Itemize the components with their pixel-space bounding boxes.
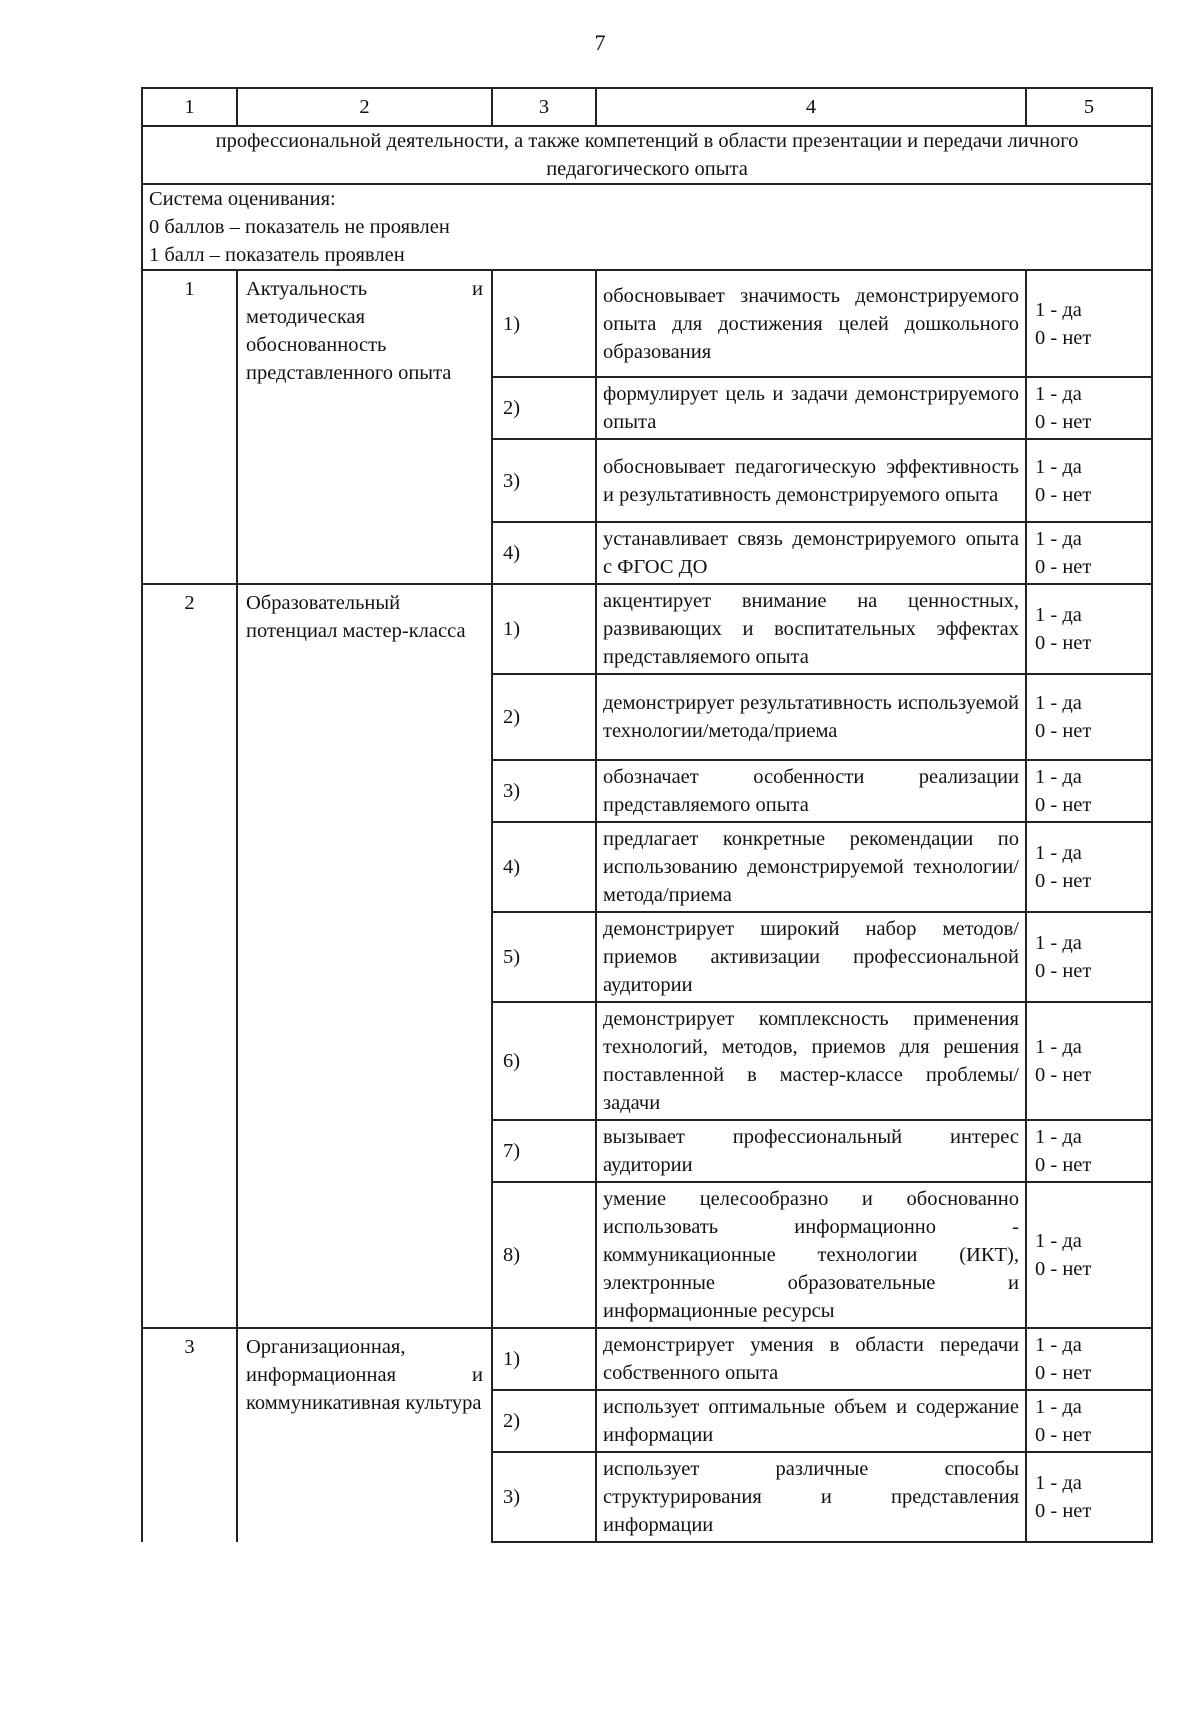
scoring-system xyxy=(142,184,1152,270)
score-yes: 1 - да xyxy=(1035,1472,1082,1494)
column-number: 1 xyxy=(142,88,237,126)
criteria-table xyxy=(141,87,1153,1543)
score-cell xyxy=(1026,1182,1152,1328)
indicator-number: 3) xyxy=(492,1452,596,1542)
score-cell xyxy=(1026,822,1152,912)
score-cell xyxy=(1026,1120,1152,1182)
criterion-number: 3 xyxy=(142,1328,237,1542)
table-row xyxy=(142,584,1152,674)
indicator-text: демонстрирует широкий набор методов/приемов активизации профессиональной аудитории xyxy=(596,912,1026,1002)
indicator-text: демонстрирует комплексность применения технологий, методов, приемов для решения поставленной в мастер-классе проблемы/задачи xyxy=(596,1002,1026,1120)
indicator-text: формулирует цель и задачи демонстрируемого опыта xyxy=(596,377,1026,439)
score-no: 0 - нет xyxy=(1035,632,1092,654)
column-number-row xyxy=(142,88,1152,126)
score-yes: 1 - да xyxy=(1035,455,1082,478)
score-cell xyxy=(1026,1328,1152,1390)
score-cell xyxy=(1026,674,1152,760)
column-number: 5 xyxy=(1026,88,1152,126)
score-cell xyxy=(1026,439,1152,522)
table-row xyxy=(142,270,1152,377)
indicator-text: вызывает профессиональный интерес аудитории xyxy=(596,1120,1026,1182)
score-cell xyxy=(1026,912,1152,1002)
scoring-system-one: 1 балл – показатель проявлен xyxy=(149,244,405,266)
indicator-text: умение целесообразно и обоснованно использовать информационно - коммуникационные технологии (ИКТ), электронные образовательные и информационные ресурсы xyxy=(596,1182,1026,1328)
score-no: 0 - нет xyxy=(1035,1064,1092,1086)
criterion-name: Образовательный потенциал мастер-класса xyxy=(237,584,492,1328)
criterion-number: 2 xyxy=(142,584,237,1328)
scoring-system-row xyxy=(142,184,1152,270)
score-yes: 1 - да xyxy=(1035,932,1082,954)
score-yes: 1 - да xyxy=(1035,1230,1082,1252)
column-number: 2 xyxy=(237,88,492,126)
indicator-text: обозначает особенности реализации представляемого опыта xyxy=(596,760,1026,822)
score-cell xyxy=(1026,1390,1152,1452)
score-no: 0 - нет xyxy=(1035,794,1092,816)
score-no: 0 - нет xyxy=(1035,1500,1092,1522)
score-cell xyxy=(1026,377,1152,439)
score-yes: 1 - да xyxy=(1035,604,1082,626)
indicator-text: использует оптимальные объем и содержание информации xyxy=(596,1390,1026,1452)
indicator-number: 7) xyxy=(492,1120,596,1182)
score-no: 0 - нет xyxy=(1035,720,1092,742)
score-no: 0 - нет xyxy=(1035,1154,1092,1176)
intro-row xyxy=(142,126,1152,184)
score-no: 0 - нет xyxy=(1035,483,1092,506)
indicator-text: обосновывает педагогическую эффективность и результативность демонстрируемого опыта xyxy=(596,439,1026,522)
criterion-name: Организационная, информационная и коммуникативная культура xyxy=(237,1328,492,1542)
indicator-text: обосновывает значимость демонстрируемого опыта для достижения целей дошкольного образования xyxy=(596,270,1026,377)
score-no: 0 - нет xyxy=(1035,1424,1092,1446)
indicator-text: использует различные способы структурирования и представления информации xyxy=(596,1452,1026,1542)
score-no: 0 - нет xyxy=(1035,870,1092,892)
indicator-number: 2) xyxy=(492,377,596,439)
score-cell xyxy=(1026,522,1152,584)
score-yes: 1 - да xyxy=(1035,766,1082,788)
score-no: 0 - нет xyxy=(1035,556,1092,578)
indicator-text: устанавливает связь демонстрируемого опыта с ФГОС ДО xyxy=(596,522,1026,584)
indicator-number: 8) xyxy=(492,1182,596,1328)
score-yes: 1 - да xyxy=(1035,1396,1082,1418)
score-yes: 1 - да xyxy=(1035,692,1082,714)
page-number: 7 xyxy=(594,30,606,55)
score-no: 0 - нет xyxy=(1035,1362,1092,1384)
score-yes: 1 - да xyxy=(1035,528,1082,550)
indicator-number: 2) xyxy=(492,674,596,760)
score-cell xyxy=(1026,270,1152,377)
indicator-number: 6) xyxy=(492,1002,596,1120)
score-yes: 1 - да xyxy=(1035,842,1082,864)
score-no: 0 - нет xyxy=(1035,411,1092,433)
indicator-number: 4) xyxy=(492,522,596,584)
indicator-number: 5) xyxy=(492,912,596,1002)
column-number: 3 xyxy=(492,88,596,126)
indicator-number: 3) xyxy=(492,760,596,822)
indicator-number: 4) xyxy=(492,822,596,912)
indicator-number: 1) xyxy=(492,584,596,674)
indicator-text: акцентирует внимание на ценностных, развивающих и воспитательных эффектах представляемого опыта xyxy=(596,584,1026,674)
indicator-number: 1) xyxy=(492,1328,596,1390)
score-yes: 1 - да xyxy=(1035,383,1082,405)
table-row xyxy=(142,1328,1152,1390)
intro-text: профессиональной деятельности, а также компетенций в области презентации и передачи личного педагогического опыта xyxy=(142,126,1152,184)
score-no: 0 - нет xyxy=(1035,326,1092,349)
column-number: 4 xyxy=(596,88,1026,126)
scoring-system-title: Система оценивания: xyxy=(149,188,336,210)
indicator-number: 1) xyxy=(492,270,596,377)
score-no: 0 - нет xyxy=(1035,960,1092,982)
indicator-text: демонстрирует умения в области передачи собственного опыта xyxy=(596,1328,1026,1390)
score-no: 0 - нет xyxy=(1035,1258,1092,1280)
score-cell xyxy=(1026,584,1152,674)
score-cell xyxy=(1026,1002,1152,1120)
indicator-text: предлагает конкретные рекомендации по использованию демонстрируемой технологии/метода/приема xyxy=(596,822,1026,912)
score-cell xyxy=(1026,1452,1152,1542)
score-yes: 1 - да xyxy=(1035,1036,1082,1058)
indicator-number: 3) xyxy=(492,439,596,522)
score-yes: 1 - да xyxy=(1035,298,1082,321)
criterion-number: 1 xyxy=(142,270,237,584)
score-yes: 1 - да xyxy=(1035,1334,1082,1356)
score-cell xyxy=(1026,760,1152,822)
score-yes: 1 - да xyxy=(1035,1126,1082,1148)
scoring-system-zero: 0 баллов – показатель не проявлен xyxy=(149,216,450,238)
criterion-name: Актуальность и методическая обоснованность представленного опыта xyxy=(237,270,492,584)
indicator-text: демонстрирует результативность используемой технологии/метода/приема xyxy=(596,674,1026,760)
indicator-number: 2) xyxy=(492,1390,596,1452)
